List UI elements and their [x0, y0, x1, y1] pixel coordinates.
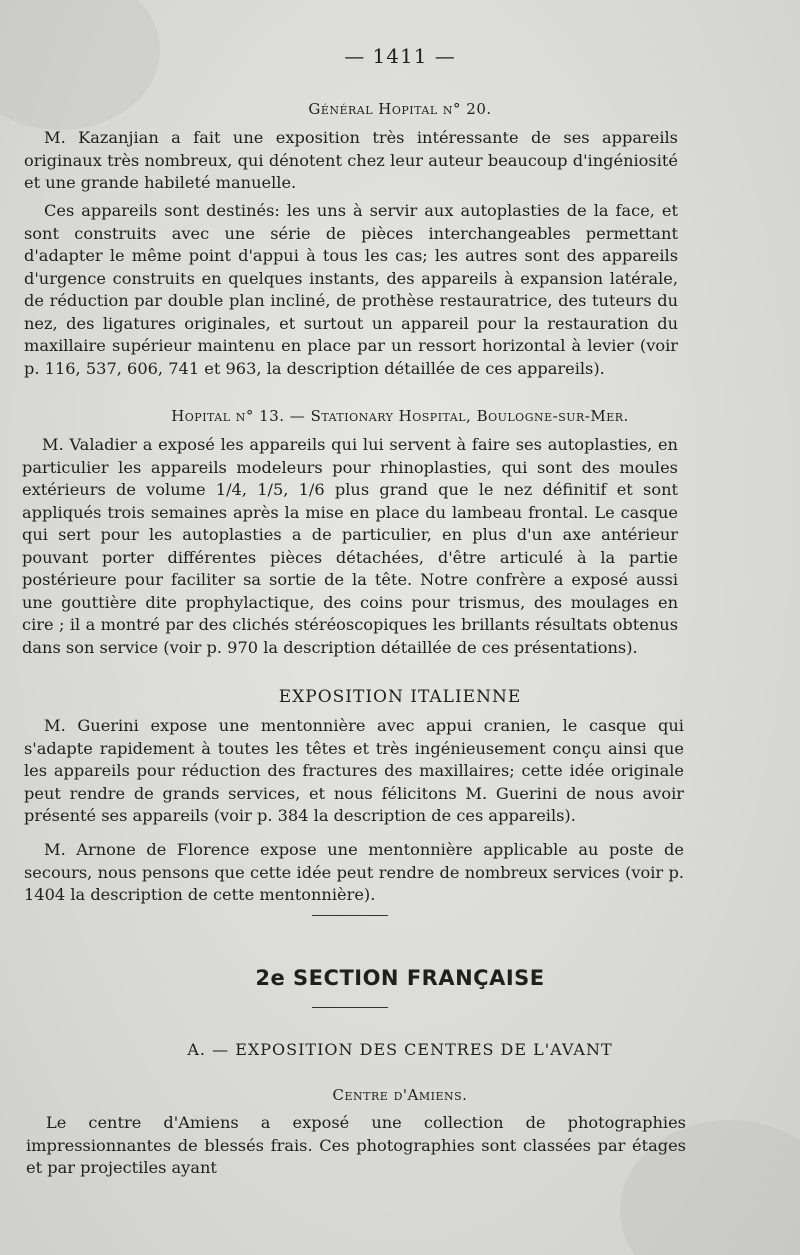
subheading-centres-avant: A. — EXPOSITION DES CENTRES DE L'AVANT	[187, 1040, 613, 1059]
section-heading-hopital-13: Hopital n° 13. — Stationary Hospital, Boulogne-sur-Mer.	[171, 407, 629, 425]
paragraph-guerini: M. Guerini expose une mentonnière avec appui cranien, le casque qui s'adapte rapidement à toutes les têtes et très ingénieusement conçu ainsi que les appareils pour réduction des fractures des maxillaires; cette idée originale peut rendre de grands services, et nous félicitons M. Guerini de nous avoir présenté ses appareils (voir p. 384 la description de ces appareils).	[24, 716, 684, 825]
paragraph-kazanjian-1: M. Kazanjian a fait une exposition très intéressante de ses appareils originaux très nombreux, qui dénotent chez leur auteur beaucoup d'ingéniosité et une grande habileté manuelle.	[24, 128, 678, 192]
separator-rule	[312, 915, 388, 916]
separator-rule	[312, 1007, 388, 1008]
section-heading-section-francaise: 2e SECTION FRANÇAISE	[255, 966, 545, 990]
paragraph-arnone: M. Arnone de Florence expose une mentonnière applicable au poste de secours, nous pensons que cette idée peut rendre de nombreux services (voir p. 1404 la description de cette mentonnière).	[24, 840, 684, 904]
page-number: — 1411 —	[344, 44, 456, 68]
paragraph-kazanjian-2: Ces appareils sont destinés: les uns à servir aux autoplasties de la face, et sont construits avec une série de pièces interchangeables permettant d'adapter le même point d'appui à tous les cas; les autres sont des appareils d'urgence construits en quelques instants, des appareils à expansion latérale, de réduction par double plan incliné, de prothèse restauratrice, des tuteurs du nez, des ligatures originales, et surtout un appareil pour la restauration du maxillaire supérieur maintenu en place par un ressort horizontal à levier (voir p. 116, 537, 606, 741 et 963, la description détaillée de ces appareils).	[24, 201, 678, 378]
subheading-centre-amiens: Centre d'Amiens.	[332, 1086, 468, 1104]
section-heading-exposition-italienne: EXPOSITION ITALIENNE	[278, 687, 522, 707]
section-heading-hopital-20: Général Hopital n° 20.	[308, 100, 492, 118]
paragraph-amiens: Le centre d'Amiens a exposé une collection de photographies impressionnantes de blessés frais. Ces photographies sont classées par étages et par projectiles ayant	[26, 1113, 686, 1177]
paragraph-valadier: M. Valadier a exposé les appareils qui lui servent à faire ses autoplasties, en particulier les appareils modeleurs pour rhinoplasties, qui sont des moules extérieurs de volume 1/4, 1/5, 1/6 plus grand que le nez définitif et sont appliqués trois semaines après la mise en place du lambeau frontal. Le casque qui sert pour les autoplasties a de particulier, en plus d'un axe antérieur pouvant porter différentes pièces détachées, d'être articulé à la partie postérieure pour faciliter sa sortie de la tête. Notre confrère a exposé aussi une gouttière dite prophylactique, des coins pour trismus, des moulages en cire ; il a montré par des clichés stéréoscopiques les brillants résultats obtenus dans son service (voir p. 970 la description détaillée de ces présentations).	[22, 435, 678, 657]
